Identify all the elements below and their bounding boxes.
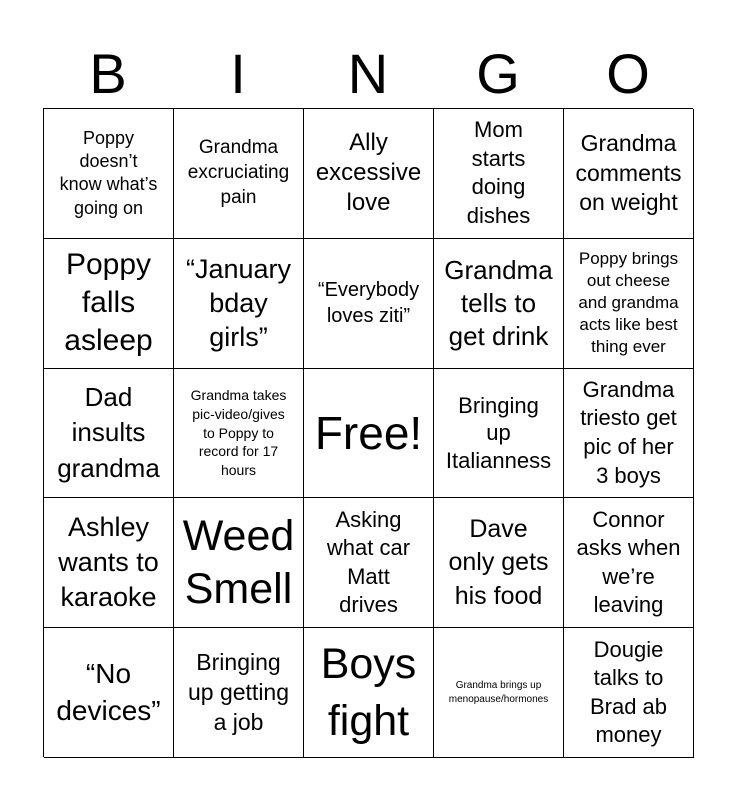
bingo-cell[interactable] [564, 628, 694, 758]
bingo-cell-text: Boys fight [320, 640, 417, 745]
bingo-cell-text: Grandma tells to get drink [444, 254, 553, 351]
bingo-cell[interactable] [44, 628, 174, 758]
bingo-cell[interactable] [434, 239, 564, 369]
bingo-header [43, 40, 693, 108]
bingo-cell-text: Ally excessive love [315, 129, 422, 217]
bingo-cell-text: Grandma triesto get pic of her 3 boys [580, 376, 677, 488]
bingo-cell-text: Weed Smell [182, 511, 295, 613]
bingo-cell[interactable] [44, 369, 174, 499]
bingo-cell-text: Grandma takes pic-video/gives to Poppy to record for 17 hours [190, 386, 287, 479]
bingo-cell[interactable] [304, 239, 434, 369]
bingo-board [43, 108, 693, 757]
bingo-cell-text: Free! [314, 406, 423, 459]
header-letter-i: I [230, 42, 246, 105]
bingo-cell-text: Bringing up getting a job [187, 648, 290, 735]
bingo-cell[interactable] [304, 109, 434, 239]
bingo-cell-text: Asking what car Matt drives [326, 507, 411, 618]
header-letter-n: N [347, 42, 389, 105]
bingo-cell-text: Mom starts doing dishes [466, 117, 531, 228]
bingo-cell[interactable] [434, 109, 564, 239]
header-letter-g: G [476, 42, 520, 105]
bingo-cell[interactable] [304, 369, 434, 499]
bingo-cell[interactable] [174, 369, 304, 499]
bingo-cell[interactable] [44, 109, 174, 239]
bingo-cell-text: Poppy doesn’t know what’s going on [59, 127, 158, 218]
bingo-cell[interactable] [564, 498, 694, 628]
bingo-cell[interactable] [564, 369, 694, 499]
bingo-cell-text: Connor asks when we’re leaving [576, 507, 681, 618]
bingo-cell-text: Ashley wants to karaoke [58, 512, 159, 613]
bingo-cell-text: Poppy brings out cheese and grandma acts like best thing ever [578, 248, 679, 357]
bingo-cell[interactable] [174, 109, 304, 239]
bingo-cell-text: Poppy falls asleep [64, 248, 153, 358]
bingo-cell-text: Grandma excruciating pain [187, 137, 290, 208]
bingo-cell[interactable] [434, 498, 564, 628]
header-letter-o: O [606, 42, 650, 105]
header-letter-b: B [89, 42, 127, 105]
bingo-cell[interactable] [564, 239, 694, 369]
bingo-cell-text: Bringing up Italianness [445, 392, 552, 473]
bingo-cell-text: Dad insults grandma [57, 382, 160, 483]
bingo-cell-text: “Everybody loves ziti” [317, 279, 420, 328]
bingo-cell-text: “No devices” [56, 658, 161, 726]
bingo-cell[interactable] [434, 369, 564, 499]
bingo-cell[interactable] [44, 498, 174, 628]
bingo-cell[interactable] [174, 628, 304, 758]
bingo-cell-text: Grandma brings up menopause/hormones [448, 679, 549, 705]
bingo-cell[interactable] [44, 239, 174, 369]
bingo-cell[interactable] [434, 628, 564, 758]
bingo-cell[interactable] [304, 628, 434, 758]
bingo-cell-text: “January bday girls” [185, 253, 292, 353]
bingo-cell[interactable] [174, 239, 304, 369]
bingo-cell-text: Grandma comments on weight [575, 130, 682, 216]
bingo-cell[interactable] [564, 109, 694, 239]
bingo-cell[interactable] [174, 498, 304, 628]
bingo-cell[interactable] [304, 498, 434, 628]
bingo-cell-text: Dave only gets his food [448, 514, 549, 610]
bingo-cell-text: Dougie talks to Brad ab money [589, 636, 668, 747]
